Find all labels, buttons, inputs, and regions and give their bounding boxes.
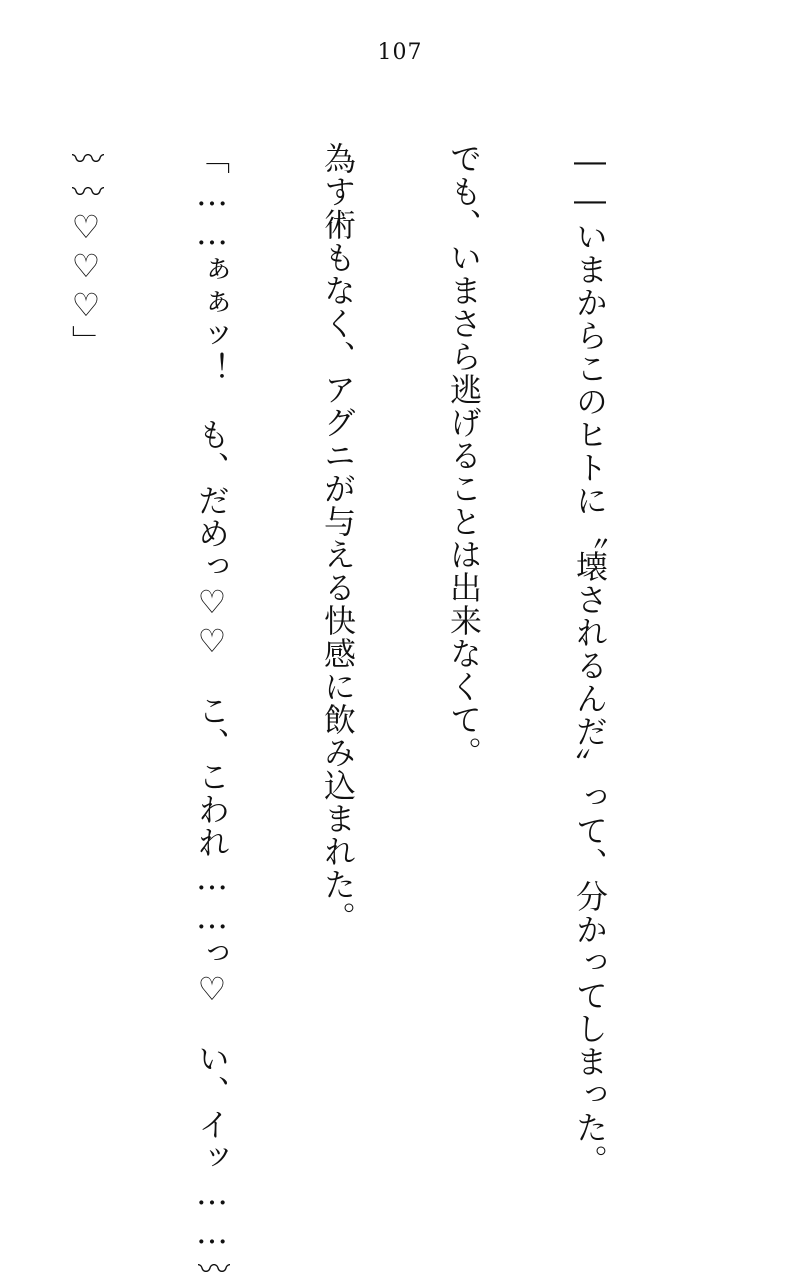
text-line: 「……ぁぁッ！ も、だめっ♡♡ こ、こわれ……っ♡ い、イッ……〰: [193, 142, 231, 1285]
text-line: 為す術もなく、アグニが与える快感に飲み込まれた。: [319, 142, 357, 934]
vertical-body-text: [0, 142, 695, 1285]
text-line: 〰〰♡♡♡」: [67, 142, 105, 358]
page-number: 107: [377, 40, 423, 65]
text-line: ――いまからこのヒトに〝壊されるんだ〟って、分かってしまった。: [571, 142, 609, 1177]
text-line: でも、いまさら逃げることは出来なくて。: [445, 142, 483, 769]
